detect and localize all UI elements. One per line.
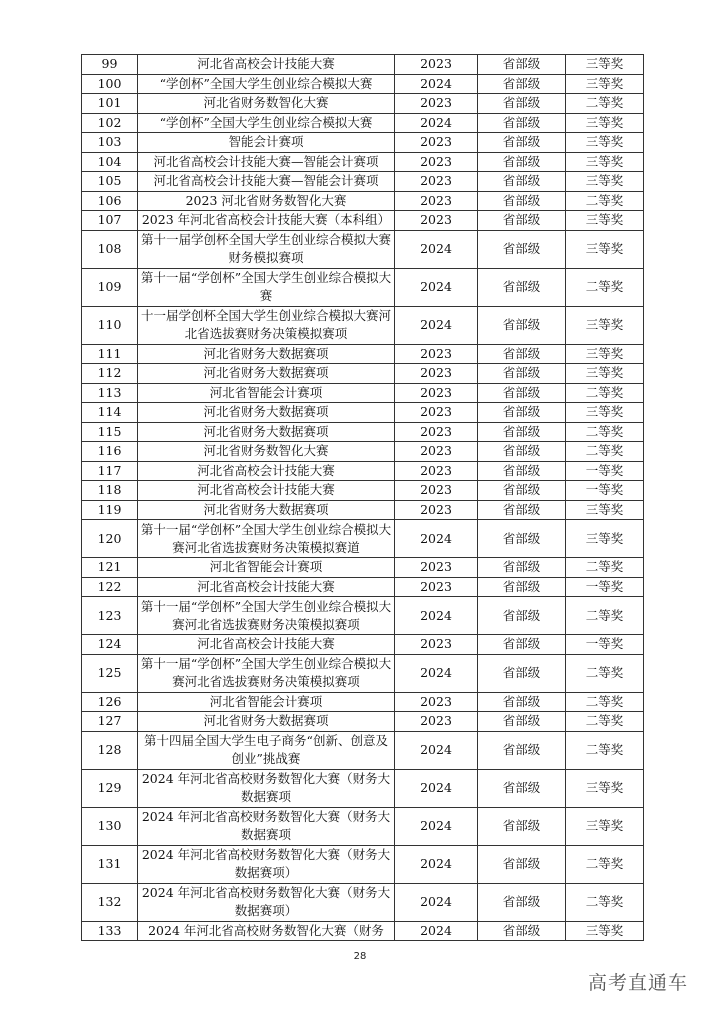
competition-name-cell: 2023 年河北省高校会计技能大赛（本科组） bbox=[138, 211, 395, 231]
competition-name-cell: 河北省财务大数据赛项 bbox=[138, 712, 395, 732]
table-row bbox=[82, 921, 644, 941]
year-cell: 2023 bbox=[395, 692, 478, 712]
year-cell: 2024 bbox=[395, 883, 478, 921]
year-cell: 2023 bbox=[395, 211, 478, 231]
table-row bbox=[82, 383, 644, 403]
competition-name-cell: “学创杯”全国大学生创业综合模拟大赛 bbox=[138, 113, 395, 133]
row-number-cell: 105 bbox=[82, 172, 138, 192]
level-cell: 省部级 bbox=[478, 94, 566, 114]
table-row bbox=[82, 577, 644, 597]
row-number-cell: 122 bbox=[82, 577, 138, 597]
award-cell: 二等奖 bbox=[566, 883, 644, 921]
competition-name-cell: 2023 河北省财务数智化大赛 bbox=[138, 191, 395, 211]
row-number-cell: 116 bbox=[82, 442, 138, 462]
award-cell: 二等奖 bbox=[566, 383, 644, 403]
award-table bbox=[81, 54, 644, 941]
year-cell: 2024 bbox=[395, 597, 478, 635]
competition-name-cell: 第十一届学创杯全国大学生创业综合模拟大赛财务模拟赛项 bbox=[138, 230, 395, 268]
award-cell: 二等奖 bbox=[566, 442, 644, 462]
table-row bbox=[82, 807, 644, 845]
year-cell: 2024 bbox=[395, 731, 478, 769]
level-cell: 省部级 bbox=[478, 211, 566, 231]
row-number-cell: 108 bbox=[82, 230, 138, 268]
award-cell: 二等奖 bbox=[566, 654, 644, 692]
level-cell: 省部级 bbox=[478, 403, 566, 423]
year-cell: 2023 bbox=[395, 172, 478, 192]
year-cell: 2023 bbox=[395, 94, 478, 114]
competition-name-cell: 2024 年河北省高校财务数智化大赛（财务大数据赛项） bbox=[138, 883, 395, 921]
table-row bbox=[82, 597, 644, 635]
row-number-cell: 126 bbox=[82, 692, 138, 712]
table-row bbox=[82, 152, 644, 172]
year-cell: 2024 bbox=[395, 113, 478, 133]
level-cell: 省部级 bbox=[478, 191, 566, 211]
row-number-cell: 123 bbox=[82, 597, 138, 635]
competition-name-cell: 河北省智能会计赛项 bbox=[138, 558, 395, 578]
table-row bbox=[82, 558, 644, 578]
table-row bbox=[82, 845, 644, 883]
competition-name-cell: 第十一届“学创杯”全国大学生创业综合模拟大赛河北省选拔赛财务决策模拟赛项 bbox=[138, 597, 395, 635]
award-rows bbox=[82, 55, 644, 941]
competition-name-cell: 河北省财务大数据赛项 bbox=[138, 344, 395, 364]
table-row bbox=[82, 635, 644, 655]
year-cell: 2023 bbox=[395, 364, 478, 384]
award-cell: 三等奖 bbox=[566, 55, 644, 75]
level-cell: 省部级 bbox=[478, 55, 566, 75]
level-cell: 省部级 bbox=[478, 845, 566, 883]
competition-name-cell: 河北省财务数智化大赛 bbox=[138, 442, 395, 462]
competition-name-cell: 河北省财务大数据赛项 bbox=[138, 403, 395, 423]
level-cell: 省部级 bbox=[478, 769, 566, 807]
table-row bbox=[82, 191, 644, 211]
year-cell: 2023 bbox=[395, 461, 478, 481]
row-number-cell: 132 bbox=[82, 883, 138, 921]
competition-name-cell: 河北省高校会计技能大赛 bbox=[138, 55, 395, 75]
level-cell: 省部级 bbox=[478, 461, 566, 481]
year-cell: 2024 bbox=[395, 654, 478, 692]
level-cell: 省部级 bbox=[478, 558, 566, 578]
award-cell: 三等奖 bbox=[566, 769, 644, 807]
table-row bbox=[82, 500, 644, 520]
award-cell: 三等奖 bbox=[566, 230, 644, 268]
table-row bbox=[82, 461, 644, 481]
level-cell: 省部级 bbox=[478, 422, 566, 442]
table-row bbox=[82, 172, 644, 192]
award-cell: 二等奖 bbox=[566, 422, 644, 442]
row-number-cell: 99 bbox=[82, 55, 138, 75]
award-cell: 二等奖 bbox=[566, 94, 644, 114]
year-cell: 2023 bbox=[395, 152, 478, 172]
award-cell: 三等奖 bbox=[566, 921, 644, 941]
table-row bbox=[82, 654, 644, 692]
table-row bbox=[82, 94, 644, 114]
row-number-cell: 127 bbox=[82, 712, 138, 732]
row-number-cell: 124 bbox=[82, 635, 138, 655]
competition-name-cell: 第十一届“学创杯”全国大学生创业综合模拟大赛河北省选拔赛财务决策模拟赛道 bbox=[138, 520, 395, 558]
award-cell: 三等奖 bbox=[566, 403, 644, 423]
level-cell: 省部级 bbox=[478, 364, 566, 384]
year-cell: 2024 bbox=[395, 807, 478, 845]
row-number-cell: 131 bbox=[82, 845, 138, 883]
row-number-cell: 102 bbox=[82, 113, 138, 133]
level-cell: 省部级 bbox=[478, 883, 566, 921]
award-cell: 二等奖 bbox=[566, 597, 644, 635]
award-cell: 三等奖 bbox=[566, 500, 644, 520]
award-cell: 三等奖 bbox=[566, 172, 644, 192]
competition-name-cell: 河北省高校会计技能大赛—智能会计赛项 bbox=[138, 152, 395, 172]
award-cell: 一等奖 bbox=[566, 461, 644, 481]
table-row bbox=[82, 364, 644, 384]
award-cell: 三等奖 bbox=[566, 520, 644, 558]
table-row bbox=[82, 113, 644, 133]
level-cell: 省部级 bbox=[478, 230, 566, 268]
year-cell: 2024 bbox=[395, 230, 478, 268]
year-cell: 2024 bbox=[395, 769, 478, 807]
table-row bbox=[82, 769, 644, 807]
award-cell: 二等奖 bbox=[566, 692, 644, 712]
table-row bbox=[82, 211, 644, 231]
competition-name-cell: 河北省高校会计技能大赛—智能会计赛项 bbox=[138, 172, 395, 192]
row-number-cell: 104 bbox=[82, 152, 138, 172]
award-cell: 一等奖 bbox=[566, 577, 644, 597]
competition-name-cell: 十一届学创杯全国大学生创业综合模拟大赛河北省选拔赛财务决策模拟赛项 bbox=[138, 306, 395, 344]
table-row bbox=[82, 344, 644, 364]
row-number-cell: 130 bbox=[82, 807, 138, 845]
level-cell: 省部级 bbox=[478, 597, 566, 635]
award-cell: 三等奖 bbox=[566, 211, 644, 231]
competition-name-cell: 2024 年河北省高校财务数智化大赛（财务大数据赛项 bbox=[138, 769, 395, 807]
watermark: 高考直通车 bbox=[587, 972, 688, 994]
year-cell: 2024 bbox=[395, 520, 478, 558]
award-cell: 三等奖 bbox=[566, 364, 644, 384]
competition-name-cell: 河北省智能会计赛项 bbox=[138, 383, 395, 403]
level-cell: 省部级 bbox=[478, 577, 566, 597]
year-cell: 2023 bbox=[395, 558, 478, 578]
year-cell: 2024 bbox=[395, 306, 478, 344]
year-cell: 2023 bbox=[395, 383, 478, 403]
row-number-cell: 101 bbox=[82, 94, 138, 114]
row-number-cell: 103 bbox=[82, 133, 138, 153]
table-row bbox=[82, 692, 644, 712]
competition-name-cell: “学创杯”全国大学生创业综合模拟大赛 bbox=[138, 74, 395, 94]
row-number-cell: 111 bbox=[82, 344, 138, 364]
competition-name-cell: 河北省高校会计技能大赛 bbox=[138, 461, 395, 481]
row-number-cell: 100 bbox=[82, 74, 138, 94]
table-row bbox=[82, 230, 644, 268]
award-cell: 三等奖 bbox=[566, 133, 644, 153]
page-number: 28 bbox=[353, 951, 367, 962]
competition-name-cell: 第十一届“学创杯”全国大学生创业综合模拟大赛河北省选拔赛财务决策模拟赛项 bbox=[138, 654, 395, 692]
level-cell: 省部级 bbox=[478, 731, 566, 769]
table-row bbox=[82, 712, 644, 732]
award-cell: 二等奖 bbox=[566, 845, 644, 883]
competition-name-cell: 第十一届“学创杯”全国大学生创业综合模拟大赛 bbox=[138, 268, 395, 306]
row-number-cell: 114 bbox=[82, 403, 138, 423]
row-number-cell: 113 bbox=[82, 383, 138, 403]
year-cell: 2023 bbox=[395, 577, 478, 597]
award-cell: 一等奖 bbox=[566, 481, 644, 501]
row-number-cell: 117 bbox=[82, 461, 138, 481]
table-row bbox=[82, 55, 644, 75]
level-cell: 省部级 bbox=[478, 172, 566, 192]
table-row bbox=[82, 520, 644, 558]
row-number-cell: 125 bbox=[82, 654, 138, 692]
level-cell: 省部级 bbox=[478, 635, 566, 655]
award-cell: 二等奖 bbox=[566, 731, 644, 769]
competition-name-cell: 河北省财务大数据赛项 bbox=[138, 500, 395, 520]
row-number-cell: 133 bbox=[82, 921, 138, 941]
row-number-cell: 119 bbox=[82, 500, 138, 520]
year-cell: 2024 bbox=[395, 845, 478, 883]
competition-name-cell: 河北省财务大数据赛项 bbox=[138, 364, 395, 384]
level-cell: 省部级 bbox=[478, 306, 566, 344]
row-number-cell: 121 bbox=[82, 558, 138, 578]
competition-name-cell: 2024 年河北省高校财务数智化大赛（财务大数据赛项 bbox=[138, 807, 395, 845]
year-cell: 2023 bbox=[395, 635, 478, 655]
award-cell: 二等奖 bbox=[566, 191, 644, 211]
year-cell: 2024 bbox=[395, 921, 478, 941]
table-row bbox=[82, 133, 644, 153]
award-cell: 三等奖 bbox=[566, 152, 644, 172]
award-cell: 三等奖 bbox=[566, 344, 644, 364]
table-row bbox=[82, 268, 644, 306]
year-cell: 2023 bbox=[395, 442, 478, 462]
level-cell: 省部级 bbox=[478, 74, 566, 94]
row-number-cell: 118 bbox=[82, 481, 138, 501]
year-cell: 2023 bbox=[395, 422, 478, 442]
award-cell: 三等奖 bbox=[566, 113, 644, 133]
row-number-cell: 129 bbox=[82, 769, 138, 807]
award-cell: 三等奖 bbox=[566, 807, 644, 845]
level-cell: 省部级 bbox=[478, 268, 566, 306]
table-row bbox=[82, 481, 644, 501]
competition-name-cell: 河北省财务大数据赛项 bbox=[138, 422, 395, 442]
level-cell: 省部级 bbox=[478, 383, 566, 403]
table-row bbox=[82, 731, 644, 769]
table-row bbox=[82, 74, 644, 94]
competition-name-cell: 智能会计赛项 bbox=[138, 133, 395, 153]
level-cell: 省部级 bbox=[478, 481, 566, 501]
level-cell: 省部级 bbox=[478, 921, 566, 941]
row-number-cell: 115 bbox=[82, 422, 138, 442]
competition-name-cell: 河北省高校会计技能大赛 bbox=[138, 635, 395, 655]
competition-name-cell: 河北省高校会计技能大赛 bbox=[138, 577, 395, 597]
year-cell: 2024 bbox=[395, 74, 478, 94]
level-cell: 省部级 bbox=[478, 807, 566, 845]
level-cell: 省部级 bbox=[478, 442, 566, 462]
year-cell: 2023 bbox=[395, 500, 478, 520]
table-row bbox=[82, 422, 644, 442]
level-cell: 省部级 bbox=[478, 692, 566, 712]
row-number-cell: 112 bbox=[82, 364, 138, 384]
level-cell: 省部级 bbox=[478, 113, 566, 133]
award-cell: 二等奖 bbox=[566, 558, 644, 578]
competition-name-cell: 2024 年河北省高校财务数智化大赛（财务大数据赛项） bbox=[138, 845, 395, 883]
competition-name-cell: 第十四届全国大学生电子商务“创新、创意及创业”挑战赛 bbox=[138, 731, 395, 769]
row-number-cell: 120 bbox=[82, 520, 138, 558]
year-cell: 2023 bbox=[395, 344, 478, 364]
award-cell: 二等奖 bbox=[566, 712, 644, 732]
award-cell: 二等奖 bbox=[566, 268, 644, 306]
level-cell: 省部级 bbox=[478, 133, 566, 153]
row-number-cell: 107 bbox=[82, 211, 138, 231]
level-cell: 省部级 bbox=[478, 712, 566, 732]
table-row bbox=[82, 883, 644, 921]
competition-name-cell: 2024 年河北省高校财务数智化大赛（财务 bbox=[138, 921, 395, 941]
year-cell: 2023 bbox=[395, 481, 478, 501]
year-cell: 2023 bbox=[395, 191, 478, 211]
row-number-cell: 109 bbox=[82, 268, 138, 306]
award-cell: 一等奖 bbox=[566, 635, 644, 655]
row-number-cell: 106 bbox=[82, 191, 138, 211]
table-row bbox=[82, 306, 644, 344]
table-row bbox=[82, 442, 644, 462]
competition-name-cell: 河北省智能会计赛项 bbox=[138, 692, 395, 712]
level-cell: 省部级 bbox=[478, 500, 566, 520]
year-cell: 2024 bbox=[395, 268, 478, 306]
year-cell: 2023 bbox=[395, 55, 478, 75]
row-number-cell: 110 bbox=[82, 306, 138, 344]
year-cell: 2023 bbox=[395, 712, 478, 732]
table-row bbox=[82, 403, 644, 423]
level-cell: 省部级 bbox=[478, 344, 566, 364]
level-cell: 省部级 bbox=[478, 654, 566, 692]
level-cell: 省部级 bbox=[478, 520, 566, 558]
competition-name-cell: 河北省财务数智化大赛 bbox=[138, 94, 395, 114]
row-number-cell: 128 bbox=[82, 731, 138, 769]
level-cell: 省部级 bbox=[478, 152, 566, 172]
award-cell: 三等奖 bbox=[566, 306, 644, 344]
year-cell: 2023 bbox=[395, 133, 478, 153]
award-cell: 三等奖 bbox=[566, 74, 644, 94]
year-cell: 2023 bbox=[395, 403, 478, 423]
competition-name-cell: 河北省高校会计技能大赛 bbox=[138, 481, 395, 501]
